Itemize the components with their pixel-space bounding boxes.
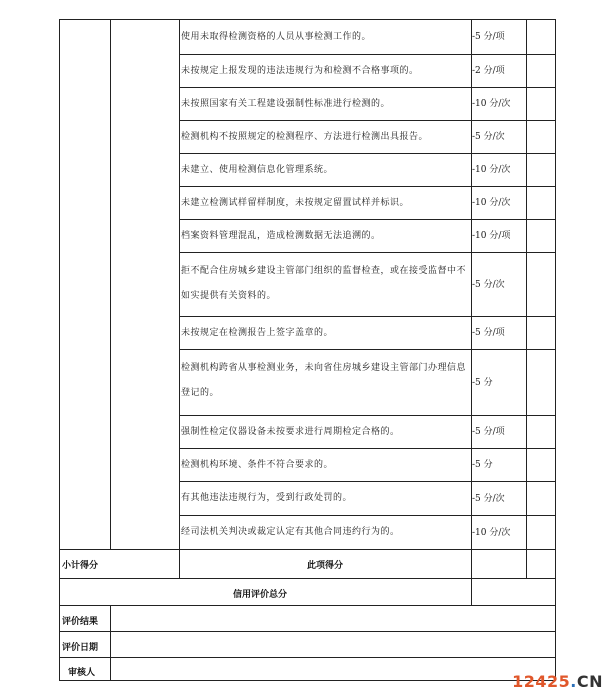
rule-deduction-cell bbox=[526, 481, 556, 516]
item-score-label: 此项得分 bbox=[307, 561, 344, 571]
rule-text: 未建立、使用检测信息化管理系统。 bbox=[181, 165, 334, 175]
rule-penalty-text: -5 分 bbox=[472, 378, 493, 388]
site-watermark-logo bbox=[512, 672, 603, 690]
rule-deduction-cell bbox=[526, 415, 556, 449]
left-subcategory-cell bbox=[110, 19, 180, 550]
total-value-cell bbox=[471, 578, 556, 606]
watermark-part2: . bbox=[570, 671, 577, 691]
result-value-cell bbox=[110, 605, 556, 632]
rule-text: 检测机构不按照规定的检测程序、方法进行检测出具报告。 bbox=[181, 132, 429, 142]
rule-deduction-cell bbox=[526, 120, 556, 154]
rule-deduction-cell bbox=[526, 87, 556, 121]
rule-penalty-text: -5 分/次 bbox=[472, 132, 505, 142]
rule-penalty-text: -10 分/次 bbox=[472, 198, 511, 208]
rule-penalty-text: -10 分/项 bbox=[472, 231, 511, 241]
rule-text: 未按照国家有关工程建设强制性标准进行检测的。 bbox=[181, 99, 391, 109]
rule-text: 未按规定在检测报告上签字盖章的。 bbox=[181, 328, 334, 338]
rule-text: 使用未取得检测资格的人员从事检测工作的。 bbox=[181, 32, 372, 42]
reviewer-value-cell bbox=[110, 657, 556, 681]
rule-text: 档案资料管理混乱，造成检测数据无法追溯的。 bbox=[181, 231, 381, 241]
watermark-part1: 12425 bbox=[512, 671, 571, 691]
date-label: 评价日期 bbox=[62, 643, 99, 653]
rule-deduction-cell bbox=[526, 19, 556, 55]
rule-deduction-cell bbox=[526, 448, 556, 482]
rule-deduction-cell bbox=[526, 153, 556, 187]
rule-penalty-text: -10 分/次 bbox=[472, 165, 511, 175]
left-category-cell bbox=[59, 19, 111, 550]
rule-text: 有其他违法违规行为，受到行政处罚的。 bbox=[181, 493, 353, 503]
reviewer-label: 审核人 bbox=[68, 668, 96, 678]
rule-penalty-text: -5 分/项 bbox=[472, 32, 505, 42]
rule-penalty-text: -2 分/项 bbox=[472, 66, 505, 76]
rule-deduction-cell bbox=[526, 219, 556, 253]
rule-penalty-text: -5 分 bbox=[472, 460, 493, 470]
rule-deduction-cell bbox=[526, 54, 556, 88]
item-score-extra-cell bbox=[526, 549, 556, 579]
rule-text: 未建立检测试样留样制度，未按规定留置试样并标识。 bbox=[181, 198, 410, 208]
watermark-part3: CN bbox=[576, 671, 603, 691]
rule-deduction-cell bbox=[526, 515, 556, 550]
total-label: 信用评价总分 bbox=[233, 590, 288, 600]
rule-text: 拒不配合住房城乡建设主管部门组织的监督检查，或在接受监督中不如实提供有关资料的。 bbox=[181, 266, 467, 301]
rule-deduction-cell bbox=[526, 349, 556, 416]
item-score-value-cell bbox=[471, 549, 527, 579]
rule-text: 未按规定上报发现的违法违规行为和检测不合格事项的。 bbox=[181, 66, 419, 76]
rule-deduction-cell bbox=[526, 252, 556, 317]
result-label: 评价结果 bbox=[62, 617, 99, 627]
rule-deduction-cell bbox=[526, 186, 556, 220]
rule-penalty-text: -5 分/项 bbox=[472, 427, 505, 437]
rule-penalty-text: -5 分/次 bbox=[472, 494, 505, 504]
rule-text: 经司法机关判决或裁定认定有其他合同违约行为的。 bbox=[181, 527, 400, 537]
rule-deduction-cell bbox=[526, 316, 556, 350]
rule-penalty-text: -10 分/次 bbox=[472, 99, 511, 109]
rule-text: 检测机构环境、条件不符合要求的。 bbox=[181, 460, 334, 470]
rule-penalty-text: -5 分/次 bbox=[472, 280, 505, 290]
rule-penalty-text: -10 分/次 bbox=[472, 528, 511, 538]
rule-text: 强制性检定仪器设备未按要求进行周期检定合格的。 bbox=[181, 427, 400, 437]
subtotal-label: 小计得分 bbox=[62, 561, 99, 571]
rule-penalty-text: -5 分/项 bbox=[472, 328, 505, 338]
date-value-cell bbox=[110, 631, 556, 658]
rule-text: 检测机构跨省从事检测业务，未向省住房城乡建设主管部门办理信息登记的。 bbox=[181, 363, 467, 398]
